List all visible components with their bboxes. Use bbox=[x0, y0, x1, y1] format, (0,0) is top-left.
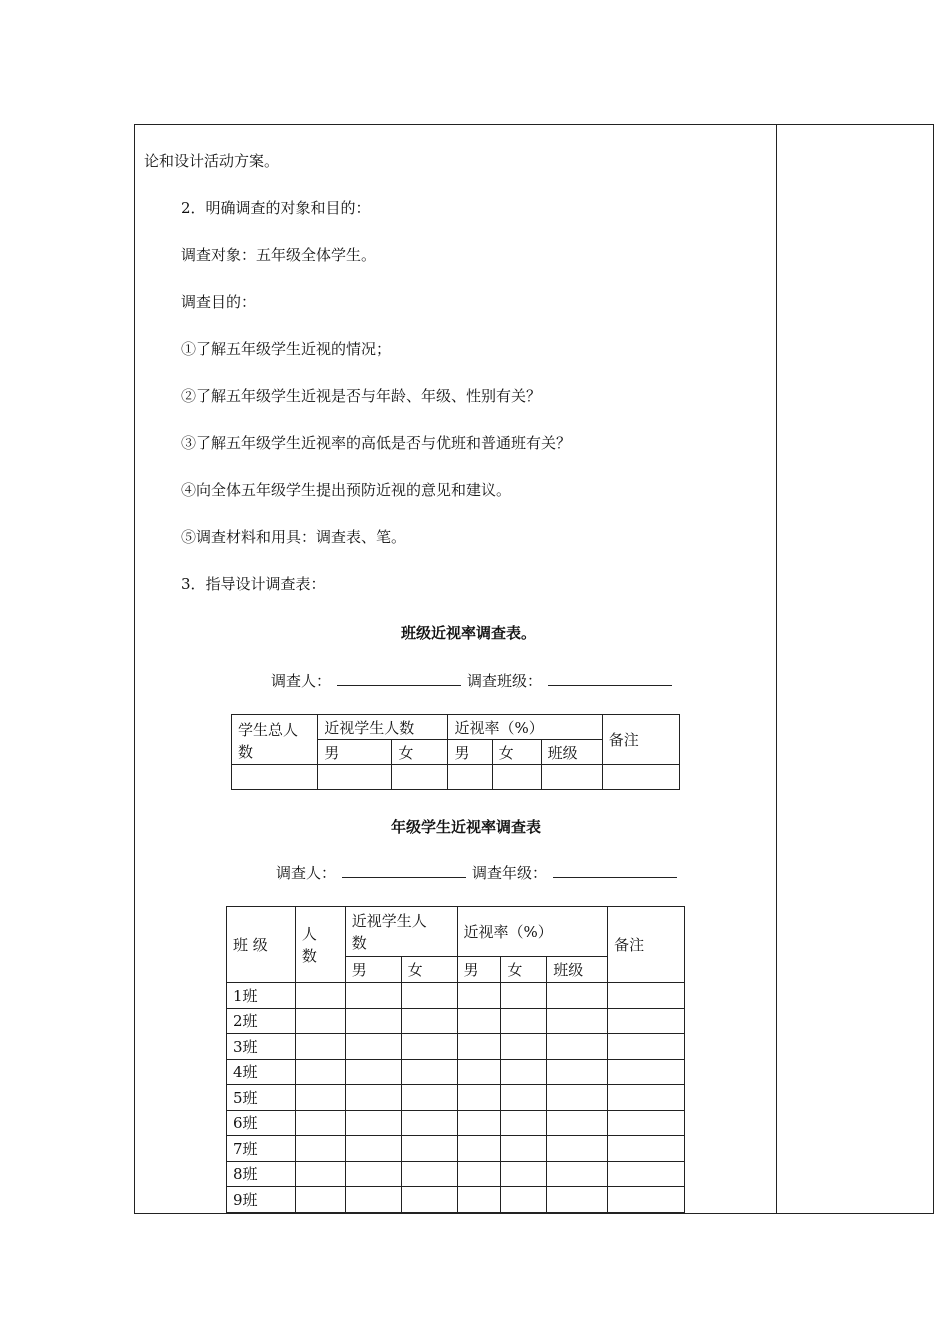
table-cell[interactable] bbox=[345, 983, 401, 1009]
class-label: 调查班级： bbox=[467, 672, 543, 690]
table-cell[interactable] bbox=[457, 1161, 501, 1187]
row-class-label: 2班 bbox=[227, 1008, 296, 1034]
row-class-label: 8班 bbox=[227, 1161, 296, 1187]
table-cell[interactable] bbox=[608, 983, 685, 1009]
header-male: 男 bbox=[318, 740, 392, 765]
class-blank[interactable] bbox=[548, 671, 672, 686]
row-class-label: 9班 bbox=[227, 1187, 296, 1213]
table-cell[interactable] bbox=[295, 983, 345, 1009]
header-myopic: 近视学生人数 bbox=[318, 715, 448, 740]
table-row bbox=[232, 765, 680, 790]
paragraph: 论和设计活动方案。 bbox=[144, 152, 280, 170]
header-male: 男 bbox=[448, 740, 492, 765]
paragraph: 调查对象：五年级全体学生。 bbox=[181, 246, 377, 264]
header-rate: 近视率（%） bbox=[457, 907, 608, 957]
paragraph: 3．指导设计调查表： bbox=[181, 575, 326, 593]
class-myopia-table bbox=[231, 714, 680, 790]
table-cell[interactable] bbox=[608, 1110, 685, 1136]
table-cell[interactable] bbox=[401, 1034, 457, 1060]
table-row bbox=[227, 1034, 685, 1060]
table1-title: 班级近视率调查表。 bbox=[401, 624, 537, 642]
header-note: 备注 bbox=[602, 715, 679, 765]
table-cell[interactable] bbox=[457, 1059, 501, 1085]
table-row bbox=[227, 1187, 685, 1213]
table-cell[interactable] bbox=[501, 983, 547, 1009]
table-cell[interactable] bbox=[457, 1187, 501, 1213]
paragraph: ③了解五年级学生近视率的高低是否与优班和普通班有关？ bbox=[181, 434, 572, 452]
table-cell[interactable] bbox=[457, 983, 501, 1009]
table-cell[interactable] bbox=[345, 1008, 401, 1034]
table-cell[interactable] bbox=[401, 983, 457, 1009]
table-row bbox=[227, 1059, 685, 1085]
table-cell[interactable] bbox=[401, 1187, 457, 1213]
table-cell[interactable] bbox=[345, 1110, 401, 1136]
table-cell[interactable] bbox=[501, 1136, 547, 1162]
grade-label: 调查年级： bbox=[472, 864, 548, 882]
paragraph: ①了解五年级学生近视的情况； bbox=[181, 340, 392, 358]
table-cell[interactable] bbox=[295, 1136, 345, 1162]
row-class-label: 5班 bbox=[227, 1085, 296, 1111]
table-cell[interactable] bbox=[501, 1161, 547, 1187]
header-note: 备注 bbox=[608, 907, 685, 983]
table-cell[interactable] bbox=[295, 1008, 345, 1034]
table-cell[interactable] bbox=[345, 1136, 401, 1162]
table-cell[interactable] bbox=[501, 1085, 547, 1111]
table-cell[interactable] bbox=[457, 1110, 501, 1136]
table-cell[interactable] bbox=[457, 1008, 501, 1034]
table-row bbox=[227, 1008, 685, 1034]
table-row bbox=[227, 983, 685, 1009]
paragraph: 2．明确调查的对象和目的： bbox=[181, 199, 371, 217]
table-row bbox=[227, 1085, 685, 1111]
paragraph: ②了解五年级学生近视是否与年龄、年级、性别有关？ bbox=[181, 387, 542, 405]
table-row bbox=[227, 1161, 685, 1187]
table2-title: 年级学生近视率调查表 bbox=[391, 818, 542, 836]
table-cell[interactable] bbox=[608, 1059, 685, 1085]
paragraph: ④向全体五年级学生提出预防近视的意见和建议。 bbox=[181, 481, 512, 499]
table-cell[interactable] bbox=[401, 1110, 457, 1136]
table-cell[interactable] bbox=[401, 1085, 457, 1111]
table-cell[interactable] bbox=[295, 1161, 345, 1187]
table-cell[interactable] bbox=[547, 1161, 608, 1187]
outer-frame bbox=[134, 124, 934, 1214]
table-cell[interactable] bbox=[501, 1034, 547, 1060]
table-cell[interactable] bbox=[547, 1136, 608, 1162]
header-rate: 近视率（%） bbox=[448, 715, 602, 740]
table-row bbox=[227, 1110, 685, 1136]
row-class-label: 6班 bbox=[227, 1110, 296, 1136]
investigator-blank[interactable] bbox=[342, 863, 466, 878]
table-cell[interactable] bbox=[295, 1034, 345, 1060]
table-cell[interactable] bbox=[547, 1034, 608, 1060]
table-cell[interactable] bbox=[608, 1136, 685, 1162]
column-divider bbox=[776, 125, 777, 1213]
table-cell[interactable] bbox=[608, 1034, 685, 1060]
table1-fill-line bbox=[271, 671, 678, 690]
row-class-label: 7班 bbox=[227, 1136, 296, 1162]
header-female: 女 bbox=[492, 740, 541, 765]
table-cell[interactable] bbox=[547, 1008, 608, 1034]
table-cell[interactable] bbox=[608, 1008, 685, 1034]
header-male: 男 bbox=[457, 957, 501, 983]
header-myopic: 近视学生人 数 bbox=[345, 907, 457, 957]
header-female: 女 bbox=[501, 957, 547, 983]
table-cell[interactable] bbox=[547, 1110, 608, 1136]
paragraph: ⑤调查材料和用具：调查表、笔。 bbox=[181, 528, 407, 546]
table-cell[interactable] bbox=[345, 1034, 401, 1060]
row-class-label: 4班 bbox=[227, 1059, 296, 1085]
table-cell[interactable] bbox=[401, 1008, 457, 1034]
table-cell[interactable] bbox=[547, 1059, 608, 1085]
header-female: 女 bbox=[392, 740, 448, 765]
table-cell[interactable] bbox=[547, 983, 608, 1009]
table-cell[interactable] bbox=[547, 1187, 608, 1213]
header-class: 班 级 bbox=[227, 907, 296, 983]
table2-fill-line bbox=[276, 863, 683, 882]
investigator-blank[interactable] bbox=[337, 671, 461, 686]
header-male: 男 bbox=[345, 957, 401, 983]
grade-myopia-table bbox=[226, 906, 685, 1213]
table-cell[interactable] bbox=[457, 1034, 501, 1060]
investigator-label: 调查人： bbox=[271, 672, 332, 690]
table-row bbox=[227, 1136, 685, 1162]
table-cell[interactable] bbox=[295, 1110, 345, 1136]
header-female: 女 bbox=[401, 957, 457, 983]
table-cell[interactable] bbox=[457, 1136, 501, 1162]
table-cell[interactable] bbox=[401, 1136, 457, 1162]
header-total: 学生总人 数 bbox=[232, 715, 318, 765]
table-cell[interactable] bbox=[401, 1059, 457, 1085]
table-cell[interactable] bbox=[345, 1085, 401, 1111]
table-cell[interactable] bbox=[501, 1008, 547, 1034]
table-cell[interactable] bbox=[501, 1187, 547, 1213]
table-cell[interactable] bbox=[608, 1085, 685, 1111]
header-people: 人 数 bbox=[295, 907, 345, 983]
table-cell[interactable] bbox=[501, 1059, 547, 1085]
row-class-label: 1班 bbox=[227, 983, 296, 1009]
table-cell[interactable] bbox=[295, 1187, 345, 1213]
table-cell[interactable] bbox=[547, 1085, 608, 1111]
table-cell[interactable] bbox=[608, 1161, 685, 1187]
paragraph: 调查目的： bbox=[181, 293, 257, 311]
table-cell[interactable] bbox=[345, 1059, 401, 1085]
table-cell[interactable] bbox=[295, 1085, 345, 1111]
table-cell[interactable] bbox=[401, 1161, 457, 1187]
table-cell[interactable] bbox=[345, 1161, 401, 1187]
table-cell[interactable] bbox=[345, 1187, 401, 1213]
header-class: 班级 bbox=[541, 740, 602, 765]
table-cell[interactable] bbox=[501, 1110, 547, 1136]
table-cell[interactable] bbox=[295, 1059, 345, 1085]
header-class: 班级 bbox=[547, 957, 608, 983]
investigator-label: 调查人： bbox=[276, 864, 337, 882]
table-cell[interactable] bbox=[608, 1187, 685, 1213]
table-cell[interactable] bbox=[457, 1085, 501, 1111]
row-class-label: 3班 bbox=[227, 1034, 296, 1060]
grade-blank[interactable] bbox=[553, 863, 677, 878]
